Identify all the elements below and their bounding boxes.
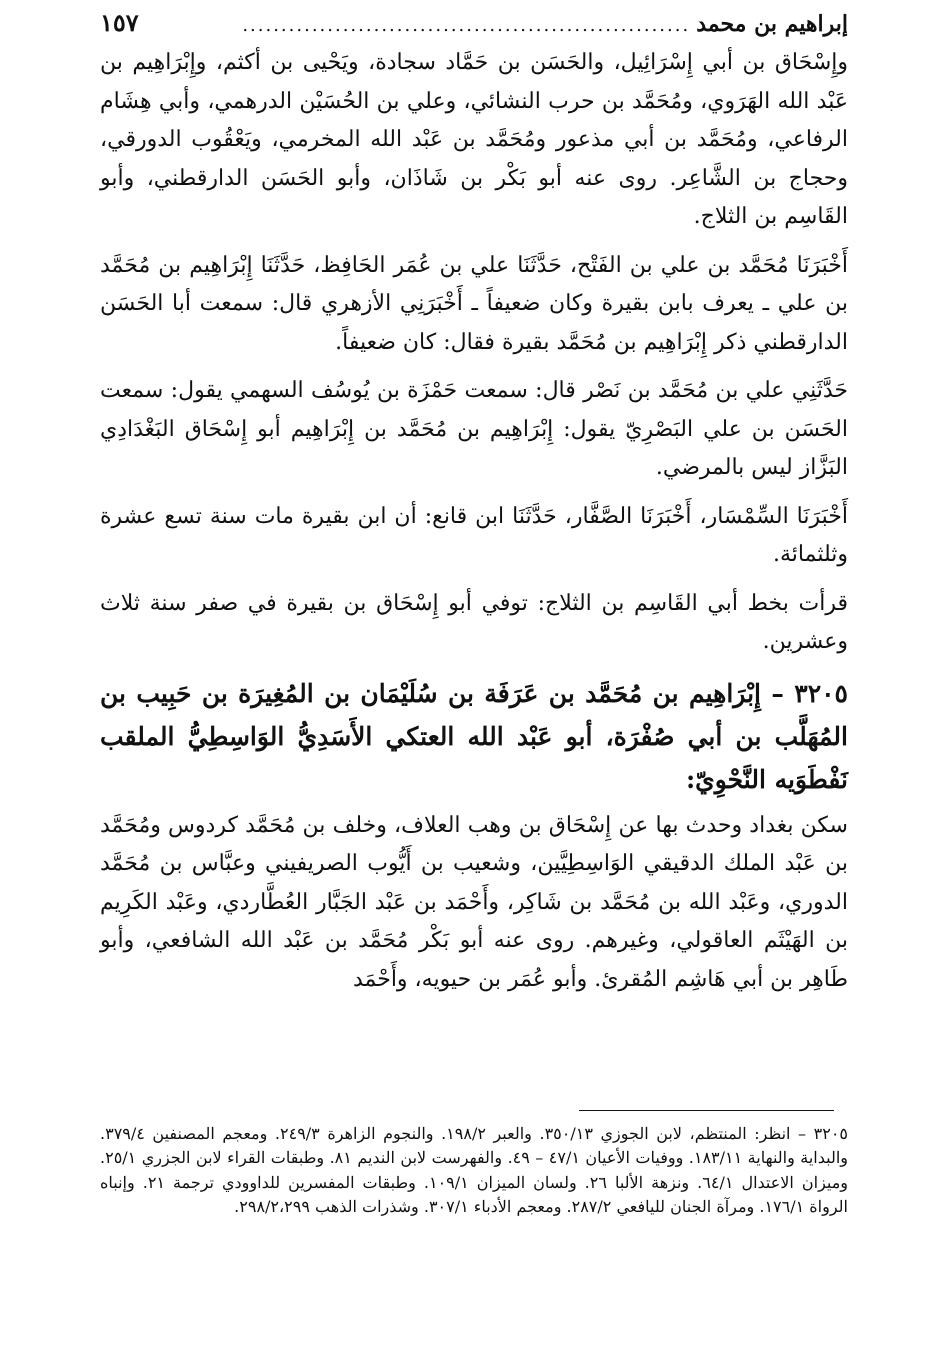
running-title: إبراهيم بن محمد [696,11,848,37]
footnote-divider [579,1110,834,1111]
entry-number: ٣٢٠٥ [794,678,848,708]
entry-dash: – [771,678,784,708]
book-page [100,6,848,1009]
paragraph: وإِسْحَاق بن أبي إِسْرَائِيل، والحَسَن بن حَمَّاد سجادة، ويَحْيى بن أكثم، وإِبْرَاهِيم بن عَبْد الله الهَرَوي، ومُحَمَّد بن حرب النشائي، وعلي بن الحُسَيْن الدرهمي، وأبي هِشَام الرفاعي، ومُحَمَّد بن أبي مذعور ومُحَمَّد بن عَبْد الله المخرمي، ويَعْقُوب الدورقي، وحجاج بن الشَّاعِر. روى عنه أبو بَكْر بن شَاذَان، وأبو الحَسَن الدارقطني، وأبو القَاسِم بن الثلاج. [100,50,848,229]
entry-body: سكن بغداد وحدث بها عن إِسْحَاق بن وهب العلاف، وخلف بن مُحَمَّد كردوس ومُحَمَّد بن عَبْد الملك الدقيقي الوَاسِطِيَّين، وشعيب بن أَيُّوب الصريفيني وعبَّاس بن مُحَمَّد الدوري، وعَبْد الله بن مُحَمَّد بن شَاكِر، وأَحْمَد بن عَبْد الجَبَّار العُطَّاردي، وعَبْد الكَرِيم بن الهَيْثَم العاقولي، وغيرهم. روى عنه أبو بَكْر مُحَمَّد بن عَبْد الله الشافعي، وأبو طَاهِر بن أبي هَاشِم المُقرئ. وأبو عُمَر بن حيويه، وأَحْمَد [100,812,848,992]
footnotes [100,1122,848,1219]
leader-dots: .......................................................... [242,15,691,36]
main-text [100,44,848,999]
running-header [100,6,848,44]
page-number: ١٥٧ [100,8,139,37]
paragraph: أَخْبَرَنَا مُحَمَّد بن علي بن الفَتْح، حَدَّثَنَا علي بن عُمَر الحَافِظ، حَدَّثَنَا إِبْرَاهِيم بن مُحَمَّد بن علي ـ يعرف بابن بقيرة وكان ضعيفاً ـ أَخْبَرَنِي الأزهري قال: سمعت أبا الحَسَن الدارقطني ذكر إِبْرَاهِيم بن مُحَمَّد بقيرة فقال: كان ضعيفاً. [100,252,848,355]
footnote-text: ٣٢٠٥ – انظر: المنتظم، لابن الجوزي ٣٥٠/١٣. والعبر ١٩٨/٢. والنجوم الزاهرة ٢٤٩/٣. ومعجم المصنفين ٣٧٩/٤. والبداية والنهاية ١٨٣/١١. ووفيات الأعيان ٤٧/١ – ٤٩. والفهرست لابن النديم ٨١. وطبقات القراء لابن الجزري ٢٥/١. وميزان الاعتدال ٦٤/١. ونزهة الألبا ٢٦. ولسان الميزان ١٠٩/١. وطبقات المفسرين للداوودي ترجمة ٢١. وإنباه الرواة ١٧٦/١. ومرآة الجنان لليافعي ٢٨٧/٢. ومعجم الأدباء ٣٠٧/١. وشذرات الذهب ٢٩٨/٢،٢٩٩. [100,1124,849,1216]
entry-heading [100,672,848,801]
entry-title: إِبْرَاهِيم بن مُحَمَّد بن عَرَفَة بن سُلَيْمَان بن المُغِيرَة بن حَبِيب بن المُهَلَّب بن أبي صُفْرَة، أبو عَبْد الله العتكي الأَسَدِيُّ الوَاسِطِيُّ الملقب نَفْطَوَيه النَّحْوِيّ: [100,678,848,794]
paragraph: حَدَّثَنِي علي بن مُحَمَّد بن نَصْر قال: سمعت حَمْزَة بن يُوسُف السهمي يقول: سمعت الحَسَن بن علي البَصْرِيّ يقول: إِبْرَاهِيم بن مُحَمَّد بن إِبْرَاهِيم أبو إِسْحَاق البَغْدَادِي البَزَّاز ليس بالمرضي. [100,378,848,480]
paragraph: أَخْبَرَنَا السِّمْسَار، أَخْبَرَنَا الصَّفَّار، حَدَّثَنَا ابن قانع: أن ابن بقيرة مات سنة تسع عشرة وثلثمائة. [100,503,848,567]
paragraph: قرأت بخط أبي القَاسِم بن الثلاج: توفي أبو إِسْحَاق بن بقيرة في صفر سنة ثلاث وعشرين. [100,590,848,654]
